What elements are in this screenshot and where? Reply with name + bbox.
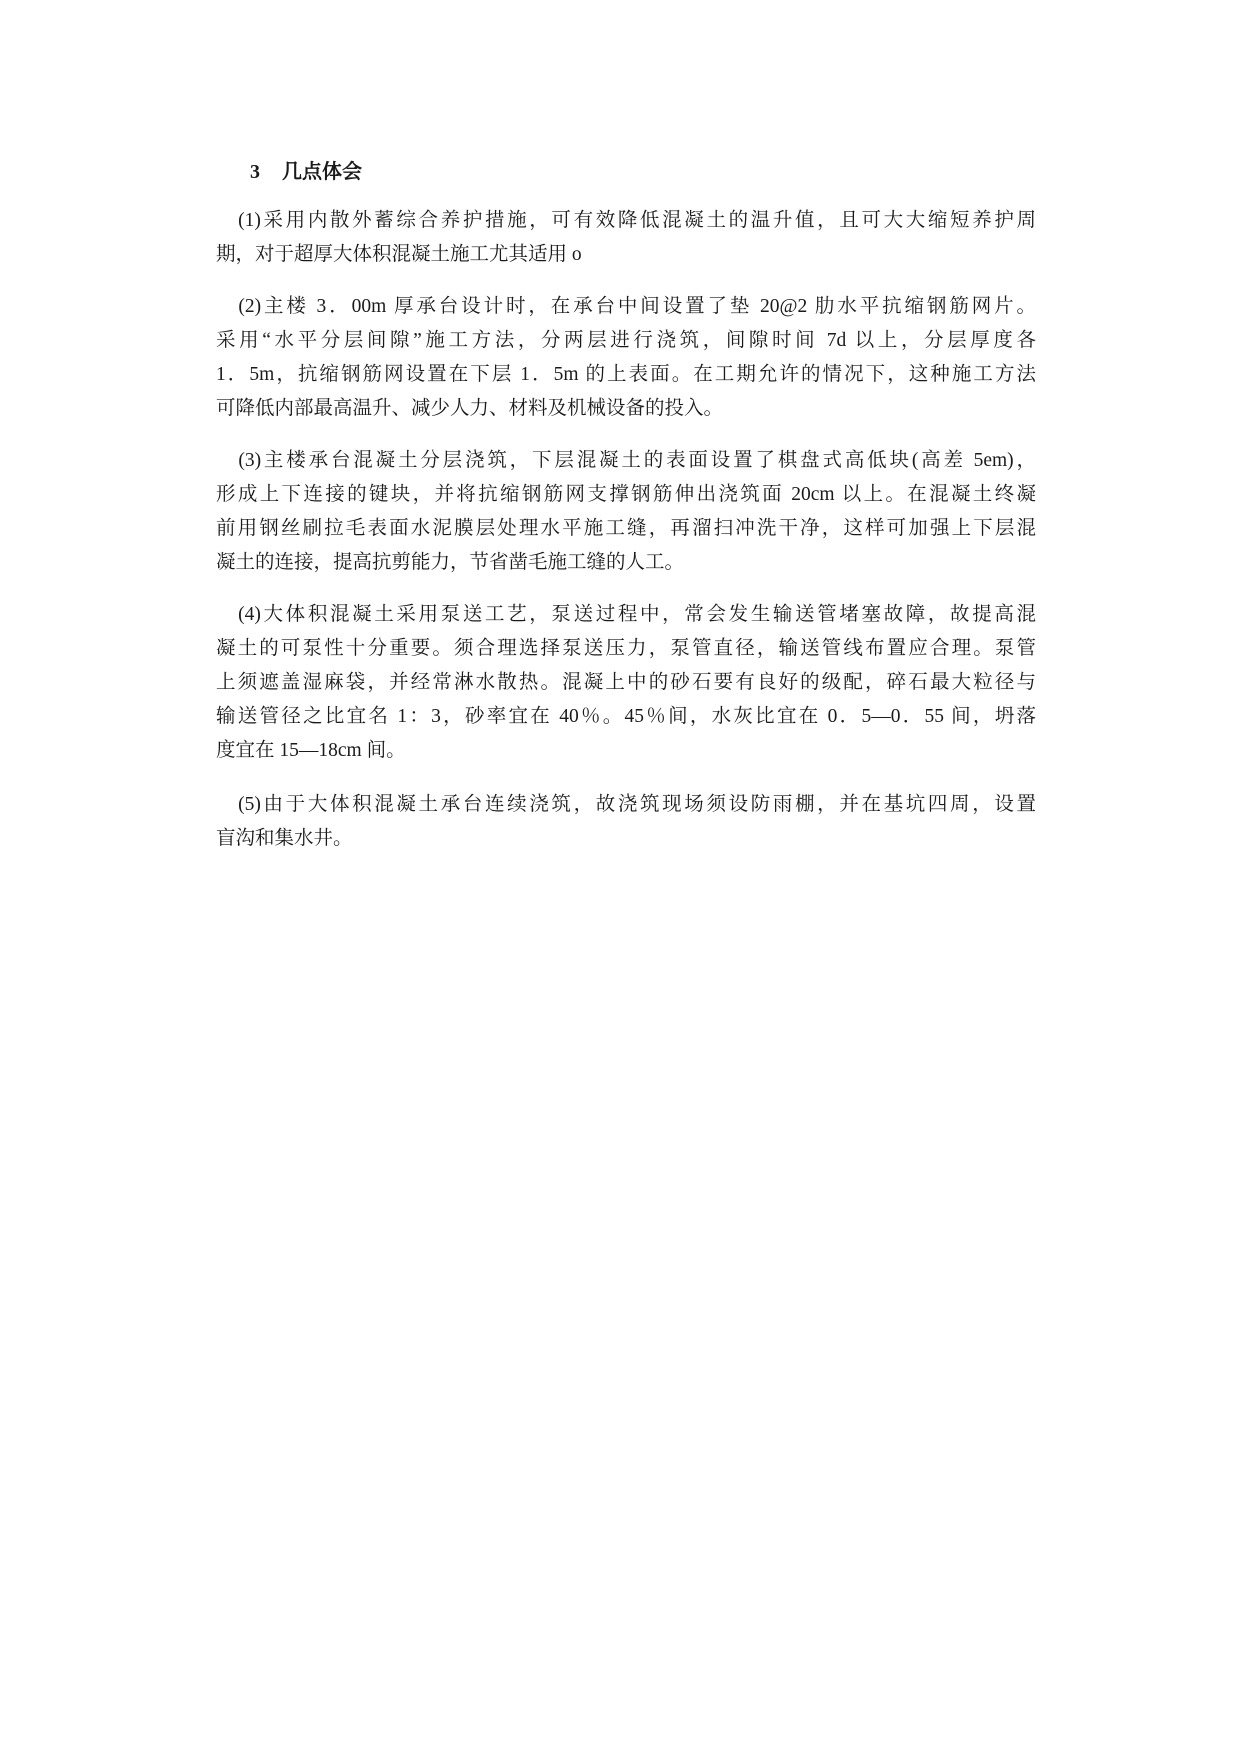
section-number: 3 — [250, 161, 260, 183]
paragraph-line: (5)由于大体积混凝土承台连续浇筑，故浇筑现场须设防雨棚，并在基坑四周，设置 — [216, 794, 1036, 815]
paragraph-line: 度宜在 15—18cm 间。 — [216, 740, 406, 761]
paragraph-1 — [216, 204, 1036, 272]
paragraph-line: (4)大体积混凝土采用泵送工艺，泵送过程中，常会发生输送管堵塞故障，故提高混 — [216, 604, 1036, 625]
paragraph-line: (2)主楼 3．00m 厚承台设计时，在承台中间设置了垫 20@2 肋水平抗缩钢筋网片。 — [216, 296, 1036, 317]
paragraph-line: (3)主楼承台混凝土分层浇筑，下层混凝土的表面设置了棋盘式高低块(高差 5em)， — [216, 450, 1036, 471]
paragraph-line: 前用钢丝刷拉毛表面水泥膜层处理水平施工缝，再溜扫冲洗干净，这样可加强上下层混 — [216, 518, 1036, 539]
paragraph-line: 凝土的连接，提高抗剪能力，节省凿毛施工缝的人工。 — [216, 552, 685, 573]
paragraph-line: 凝土的可泵性十分重要。须合理选择泵送压力，泵管直径，输送管线布置应合理。泵管 — [216, 638, 1036, 659]
section-title: 几点体会 — [282, 161, 362, 183]
section-heading — [250, 158, 362, 186]
paragraph-4 — [216, 598, 1036, 768]
paragraph-line: 1．5m，抗缩钢筋网设置在下层 1．5m 的上表面。在工期允许的情况下，这种施工方法 — [216, 364, 1036, 385]
paragraph-line: 盲沟和集水井。 — [216, 828, 353, 849]
paragraph-3 — [216, 444, 1036, 580]
paragraph-line: 上须遮盖湿麻袋，并经常淋水散热。混凝上中的砂石要有良好的级配，碎石最大粒径与 — [216, 672, 1036, 693]
paragraph-5 — [216, 788, 1036, 856]
paragraph-line: 输送管径之比宜名 1：3，砂率宜在 40％。45％间，水灰比宜在 0．5—0．55 间，坍落 — [216, 706, 1036, 727]
paragraph-line: 形成上下连接的键块，并将抗缩钢筋网支撑钢筋伸出浇筑面 20cm 以上。在混凝土终凝 — [216, 484, 1036, 505]
paragraph-line: 期，对于超厚大体积混凝土施工尤其适用 o — [216, 244, 582, 265]
paragraph-line: 可降低内部最高温升、减少人力、材料及机械设备的投入。 — [216, 398, 724, 419]
paragraph-2 — [216, 290, 1036, 426]
paragraph-line: 采用“水平分层间隙”施工方法，分两层进行浇筑，间隙时间 7d 以上，分层厚度各 — [216, 330, 1036, 351]
paragraph-line: (1)采用内散外蓄综合养护措施，可有效降低混凝土的温升值，且可大大缩短养护周 — [216, 210, 1036, 231]
